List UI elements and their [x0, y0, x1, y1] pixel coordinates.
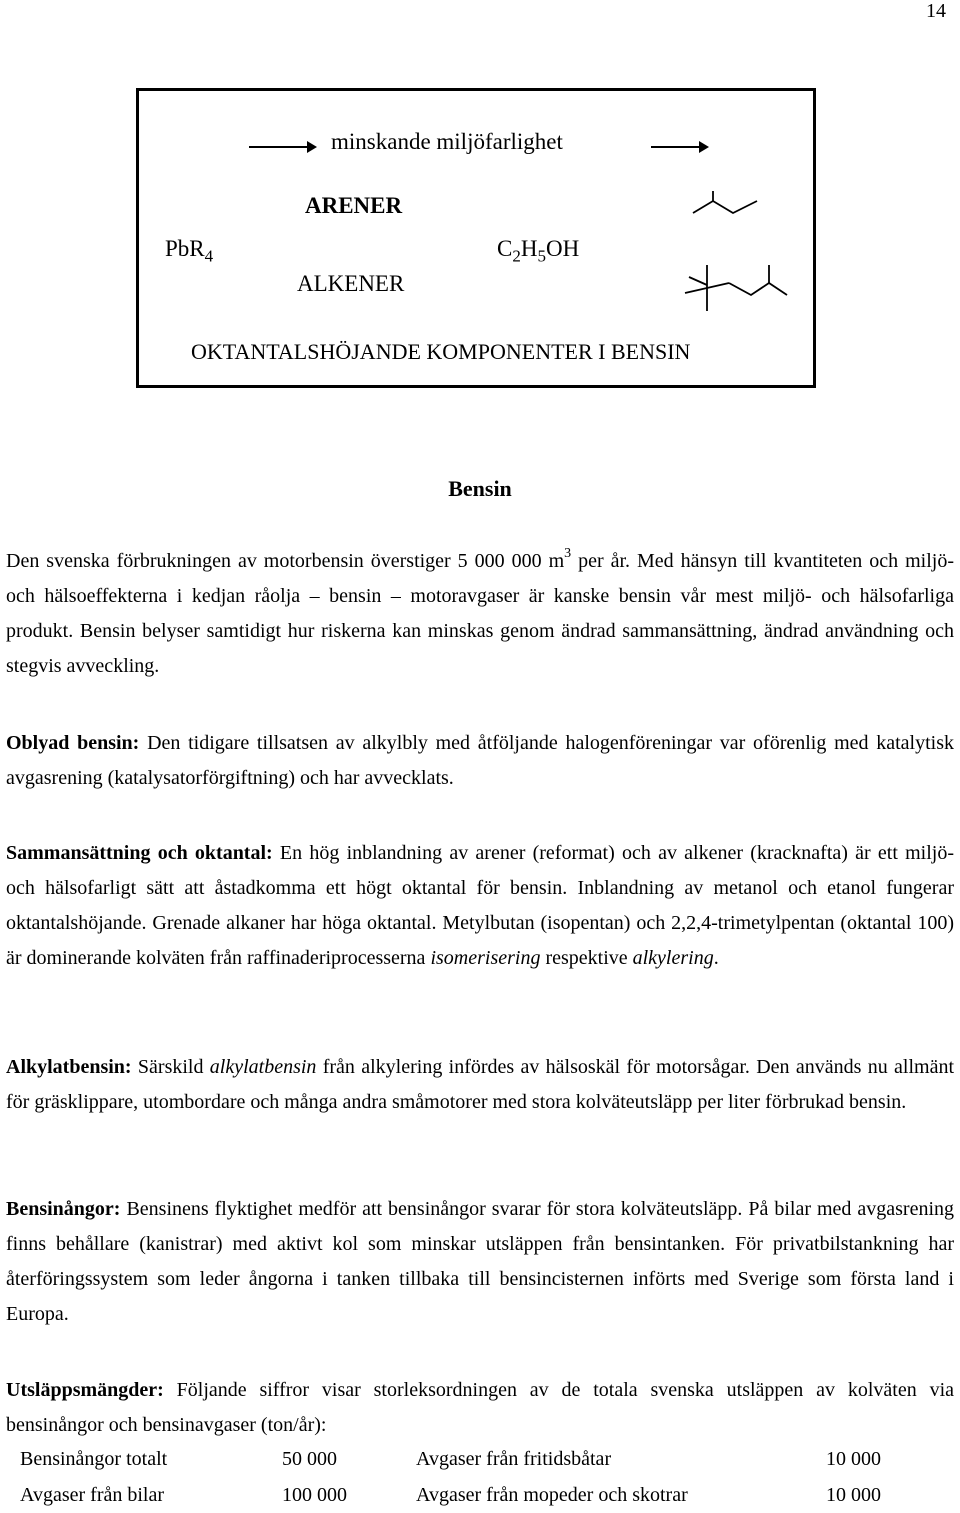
alkener-label: ALKENER [297, 271, 405, 296]
isooctane-structure-icon [679, 259, 789, 319]
right-arrow-icon [651, 146, 707, 148]
table-cell: Bensinångor totalt [20, 1448, 168, 1470]
table-cell: Avgaser från mopeder och skotrar [416, 1484, 688, 1506]
arener-label: ARENER [305, 193, 403, 218]
intro-paragraph: Den svenska förbrukningen av motorbensin överstiger 5 000 000 $m^3$ per år. Med hänsyn till kvantiteten och miljö- och hälsoeffekterna i kedjan råolja – bensin – motoravgaser är kanske bensin vår mest miljö- och hälsofarliga produkt. Bensin belyser samtidigt hur riskerna kan minskas genom ändrad sammansättning, ändrad användning och stegvis avveckling. [6, 546, 954, 677]
oblyad-label: Oblyad bensin: [6, 732, 140, 754]
utslapp-label: Utsläppsmängder: [6, 1379, 164, 1401]
angor-paragraph: Bensinångor: Bensinens flyktighet medför att bensinångor svarar för stora kolväteutsläpp. På bilar med avgasrening finns behållare (kanistrar) med aktivt kol som minskar utsläppen från bensintanken. För privatbilstankning har återföringssystem som leder ångorna i tanken tillbaka till bensincisternen införts med Sverige som första land i Europa. [6, 1198, 954, 1325]
isopentane-structure-icon [689, 191, 769, 241]
figure-caption: OKTANTALSHÖJANDE KOMPONENTER I BENSIN [191, 339, 691, 364]
table-row [20, 1477, 881, 1513]
arrow-caption: minskande miljöfarlighet [331, 129, 563, 154]
sammansattning-label: Sammansättning och oktantal: [6, 842, 273, 864]
oblyad-paragraph: Oblyad bensin: Den tidigare tillsatsen av alkylbly med åtföljande halogenföreningar var oförenlig med katalytisk avgasrening (katalysatorförgiftning) och har avvecklats. [6, 732, 954, 789]
section-heading: Bensin [448, 476, 512, 501]
table-cell: Avgaser från bilar [20, 1484, 165, 1506]
alkylat-paragraph: Alkylatbensin: Särskild alkylatbensin från alkylering infördes av hälsoskäl för motorsågar. Den används nu allmänt för gräsklippare, utombordare och många andra småmotorer med stora kolväteutsläpp per liter förbrukad bensin. [6, 1056, 955, 1113]
angor-label: Bensinångor: [6, 1198, 121, 1220]
table-cell: 10 000 [826, 1484, 881, 1506]
table-cell: 100 000 [282, 1484, 347, 1506]
octane-components-figure [136, 88, 816, 388]
table-cell: Avgaser från fritidsbåtar [416, 1448, 612, 1470]
alkylat-label: Alkylatbensin: [6, 1056, 132, 1078]
page-number: 14 [926, 0, 946, 22]
right-arrow-icon [249, 146, 315, 148]
emissions-table [20, 1441, 881, 1513]
table-cell: 50 000 [282, 1448, 337, 1470]
table-row [20, 1441, 881, 1477]
sammansattning-paragraph: Sammansättning och oktantal: En hög inblandning av arener (reformat) och av alkener (kracknafta) är ett miljö- och hälsofarligt sätt att åstadkomma ett högt oktantal för bensin. Inblandning av metanol och etanol fungerar oktantalshöjande. Grenade alkaner har höga oktantal. Metylbutan (isopentan) och 2,2,4-trimetylpentan (oktantal 100) är dominerande kolväten från raffinaderiprocesserna isomerisering respektive alkylering. [6, 842, 955, 969]
utslapp-paragraph: Utsläppsmängder: Följande siffror visar storleksordningen av de totala svenska utsläppen av kolväten via bensinångor och bensinavgaser (ton/år): [6, 1379, 954, 1436]
ethanol-formula: $C_2H_5OH$ [497, 236, 580, 266]
pbr4-formula: PbR$_4$ [165, 236, 214, 266]
table-cell: 10 000 [826, 1448, 881, 1470]
